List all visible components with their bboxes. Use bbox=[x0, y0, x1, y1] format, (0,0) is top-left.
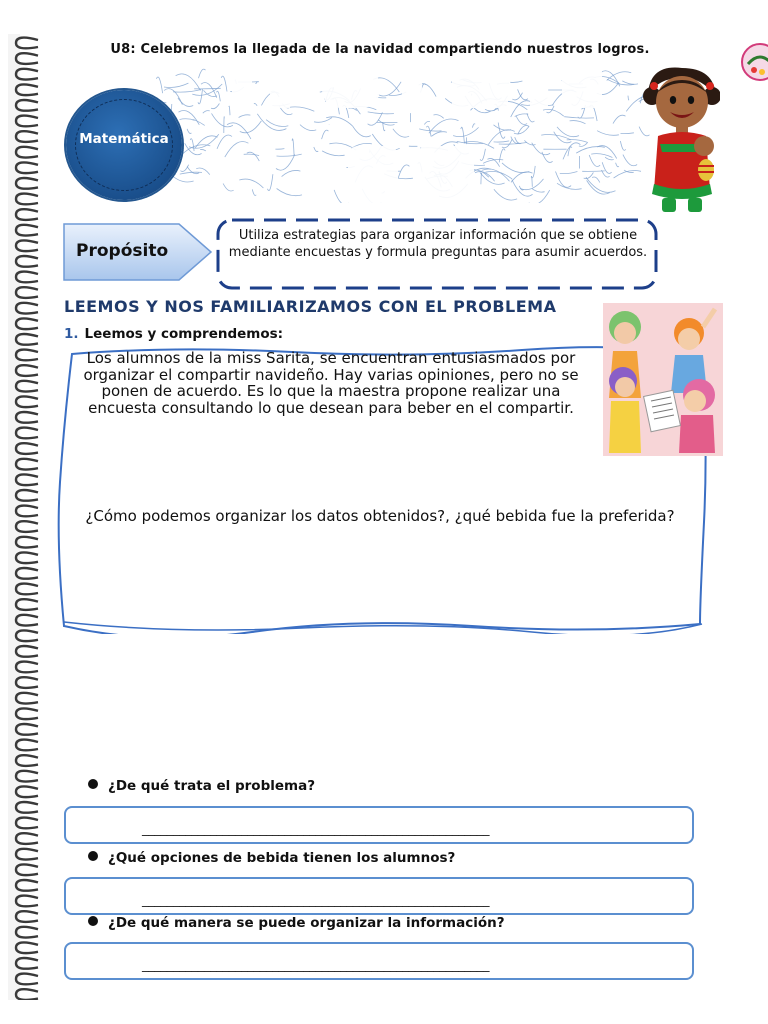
guiding-question: ¿Cómo podemos organizar los datos obtenidos?, ¿qué bebida fue la preferida? bbox=[85, 507, 675, 525]
corner-decoration bbox=[738, 40, 768, 90]
bullet-icon bbox=[88, 851, 98, 861]
children-illustration bbox=[603, 303, 723, 456]
step-title: Leemos y comprendemos: bbox=[84, 326, 284, 342]
section-heading: LEEMOS Y NOS FAMILIARIZAMOS CON EL PROBLEMA bbox=[64, 297, 557, 316]
purpose-label: Propósito bbox=[76, 241, 169, 261]
girl-illustration bbox=[640, 66, 720, 216]
question-3-text: ¿De qué manera se puede organizar la información? bbox=[108, 915, 505, 931]
question-1-text: ¿De qué trata el problema? bbox=[108, 778, 316, 794]
step-heading bbox=[64, 326, 283, 342]
answer-box-2[interactable] bbox=[64, 877, 694, 915]
question-2 bbox=[88, 850, 455, 866]
story-paragraph: Los alumnos de la miss Sarita, se encuentran entusiasmados por organizar el compartir navideño. Hay varias opiniones, pero no se ponen de acuerdo. Es lo que la maestra propone realizar una encuesta consultando lo que desean para beber en el compartir. bbox=[83, 349, 579, 417]
bullet-icon bbox=[88, 916, 98, 926]
unit-title: U8: Celebremos la llegada de la navidad compartiendo nuestros logros. bbox=[110, 42, 650, 57]
question-2-text: ¿Qué opciones de bebida tienen los alumnos? bbox=[108, 850, 456, 866]
answer-line-3[interactable]: ________________________________________________________ bbox=[142, 958, 490, 973]
subject-badge bbox=[66, 90, 182, 200]
purpose-text: Utiliza estrategias para organizar información que se obtiene mediante encuestas y formula preguntas para asumir acuerdos. bbox=[228, 228, 648, 260]
answer-line-2[interactable]: ________________________________________________________ bbox=[142, 893, 490, 908]
step-number: 1. bbox=[64, 326, 79, 342]
subject-badge-label: Matemática bbox=[79, 131, 169, 147]
answer-box-1[interactable] bbox=[64, 806, 694, 844]
question-1 bbox=[88, 778, 315, 794]
answer-line-1[interactable]: ________________________________________________________ bbox=[142, 822, 490, 837]
answer-box-3[interactable] bbox=[64, 942, 694, 980]
bullet-icon bbox=[88, 779, 98, 789]
decorative-title-banner bbox=[152, 68, 652, 203]
question-3 bbox=[88, 915, 505, 931]
spiral-binding bbox=[8, 34, 48, 1000]
